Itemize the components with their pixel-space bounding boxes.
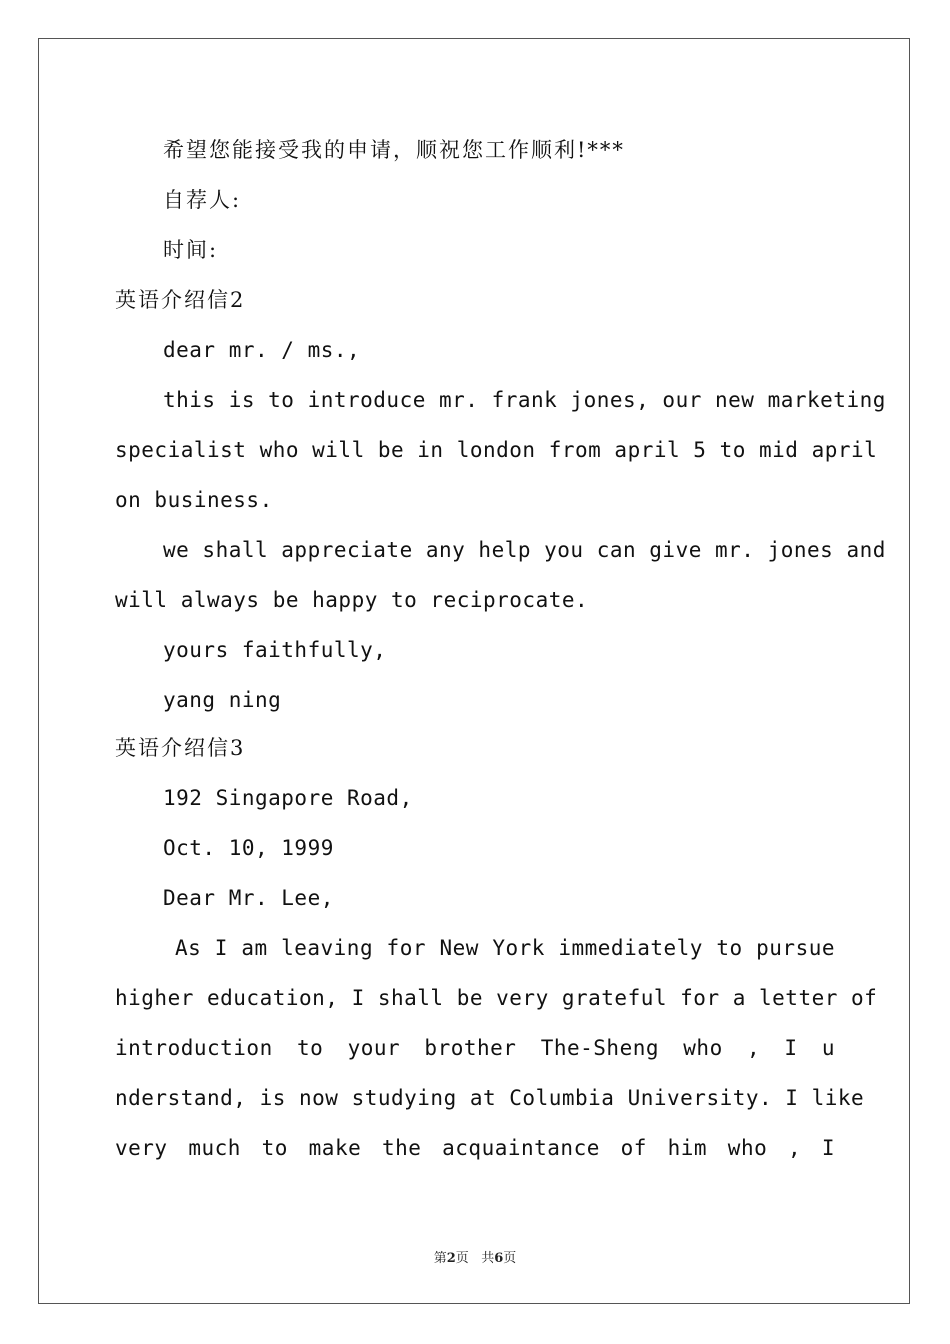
letter3-paragraph-line2: higher education, I shall be very grateful for a letter of — [115, 986, 878, 1010]
footer-suffix: 页 — [503, 1251, 517, 1266]
letter3-paragraph-line4: nderstand, is now studying at Columbia University. I like — [115, 1086, 865, 1110]
closing-wish: 希望您能接受我的申请，顺祝您工作顺利!*** — [163, 138, 625, 162]
footer-total-pages: 6 — [494, 1251, 504, 1266]
letter2-paragraph2-line1: we shall appreciate any help you can give mr. jones and — [163, 538, 886, 562]
footer-current-page: 2 — [446, 1251, 456, 1266]
letter3-paragraph-line1: As I am leaving for New York immediately to pursue — [175, 936, 835, 960]
page-border — [38, 38, 910, 1304]
footer-prefix: 第 — [433, 1251, 447, 1266]
self-recommender-label: 自荐人: — [163, 188, 242, 212]
letter2-paragraph1-line1: this is to introduce mr. frank jones, our new marketing — [163, 388, 886, 412]
section-heading-3: 英语介绍信3 — [115, 736, 246, 760]
letter3-date: Oct. 10, 1999 — [163, 836, 334, 860]
letter3-paragraph-line5: very much to make the acquaintance of him who , I — [115, 1136, 835, 1160]
letter2-paragraph1-line2: specialist who will be in london from april 5 to mid april — [115, 438, 878, 462]
salutation-3: Dear Mr. Lee, — [163, 886, 334, 910]
salutation-2: dear mr. / ms., — [163, 338, 361, 362]
letter2-paragraph1-line3: on business. — [115, 488, 273, 512]
section-heading-2: 英语介绍信2 — [115, 288, 246, 312]
letter3-paragraph-line3: introduction to your brother The-Sheng who , I u — [115, 1036, 835, 1060]
letter2-signature: yang ning — [163, 688, 282, 712]
letter2-paragraph2-line2: will always be happy to reciprocate. — [115, 588, 589, 612]
footer-mid: 页 共 — [455, 1251, 495, 1266]
page-footer — [0, 1247, 950, 1266]
time-label: 时间: — [163, 238, 219, 262]
letter2-closing: yours faithfully, — [163, 638, 387, 662]
letter3-address: 192 Singapore Road, — [163, 786, 413, 810]
